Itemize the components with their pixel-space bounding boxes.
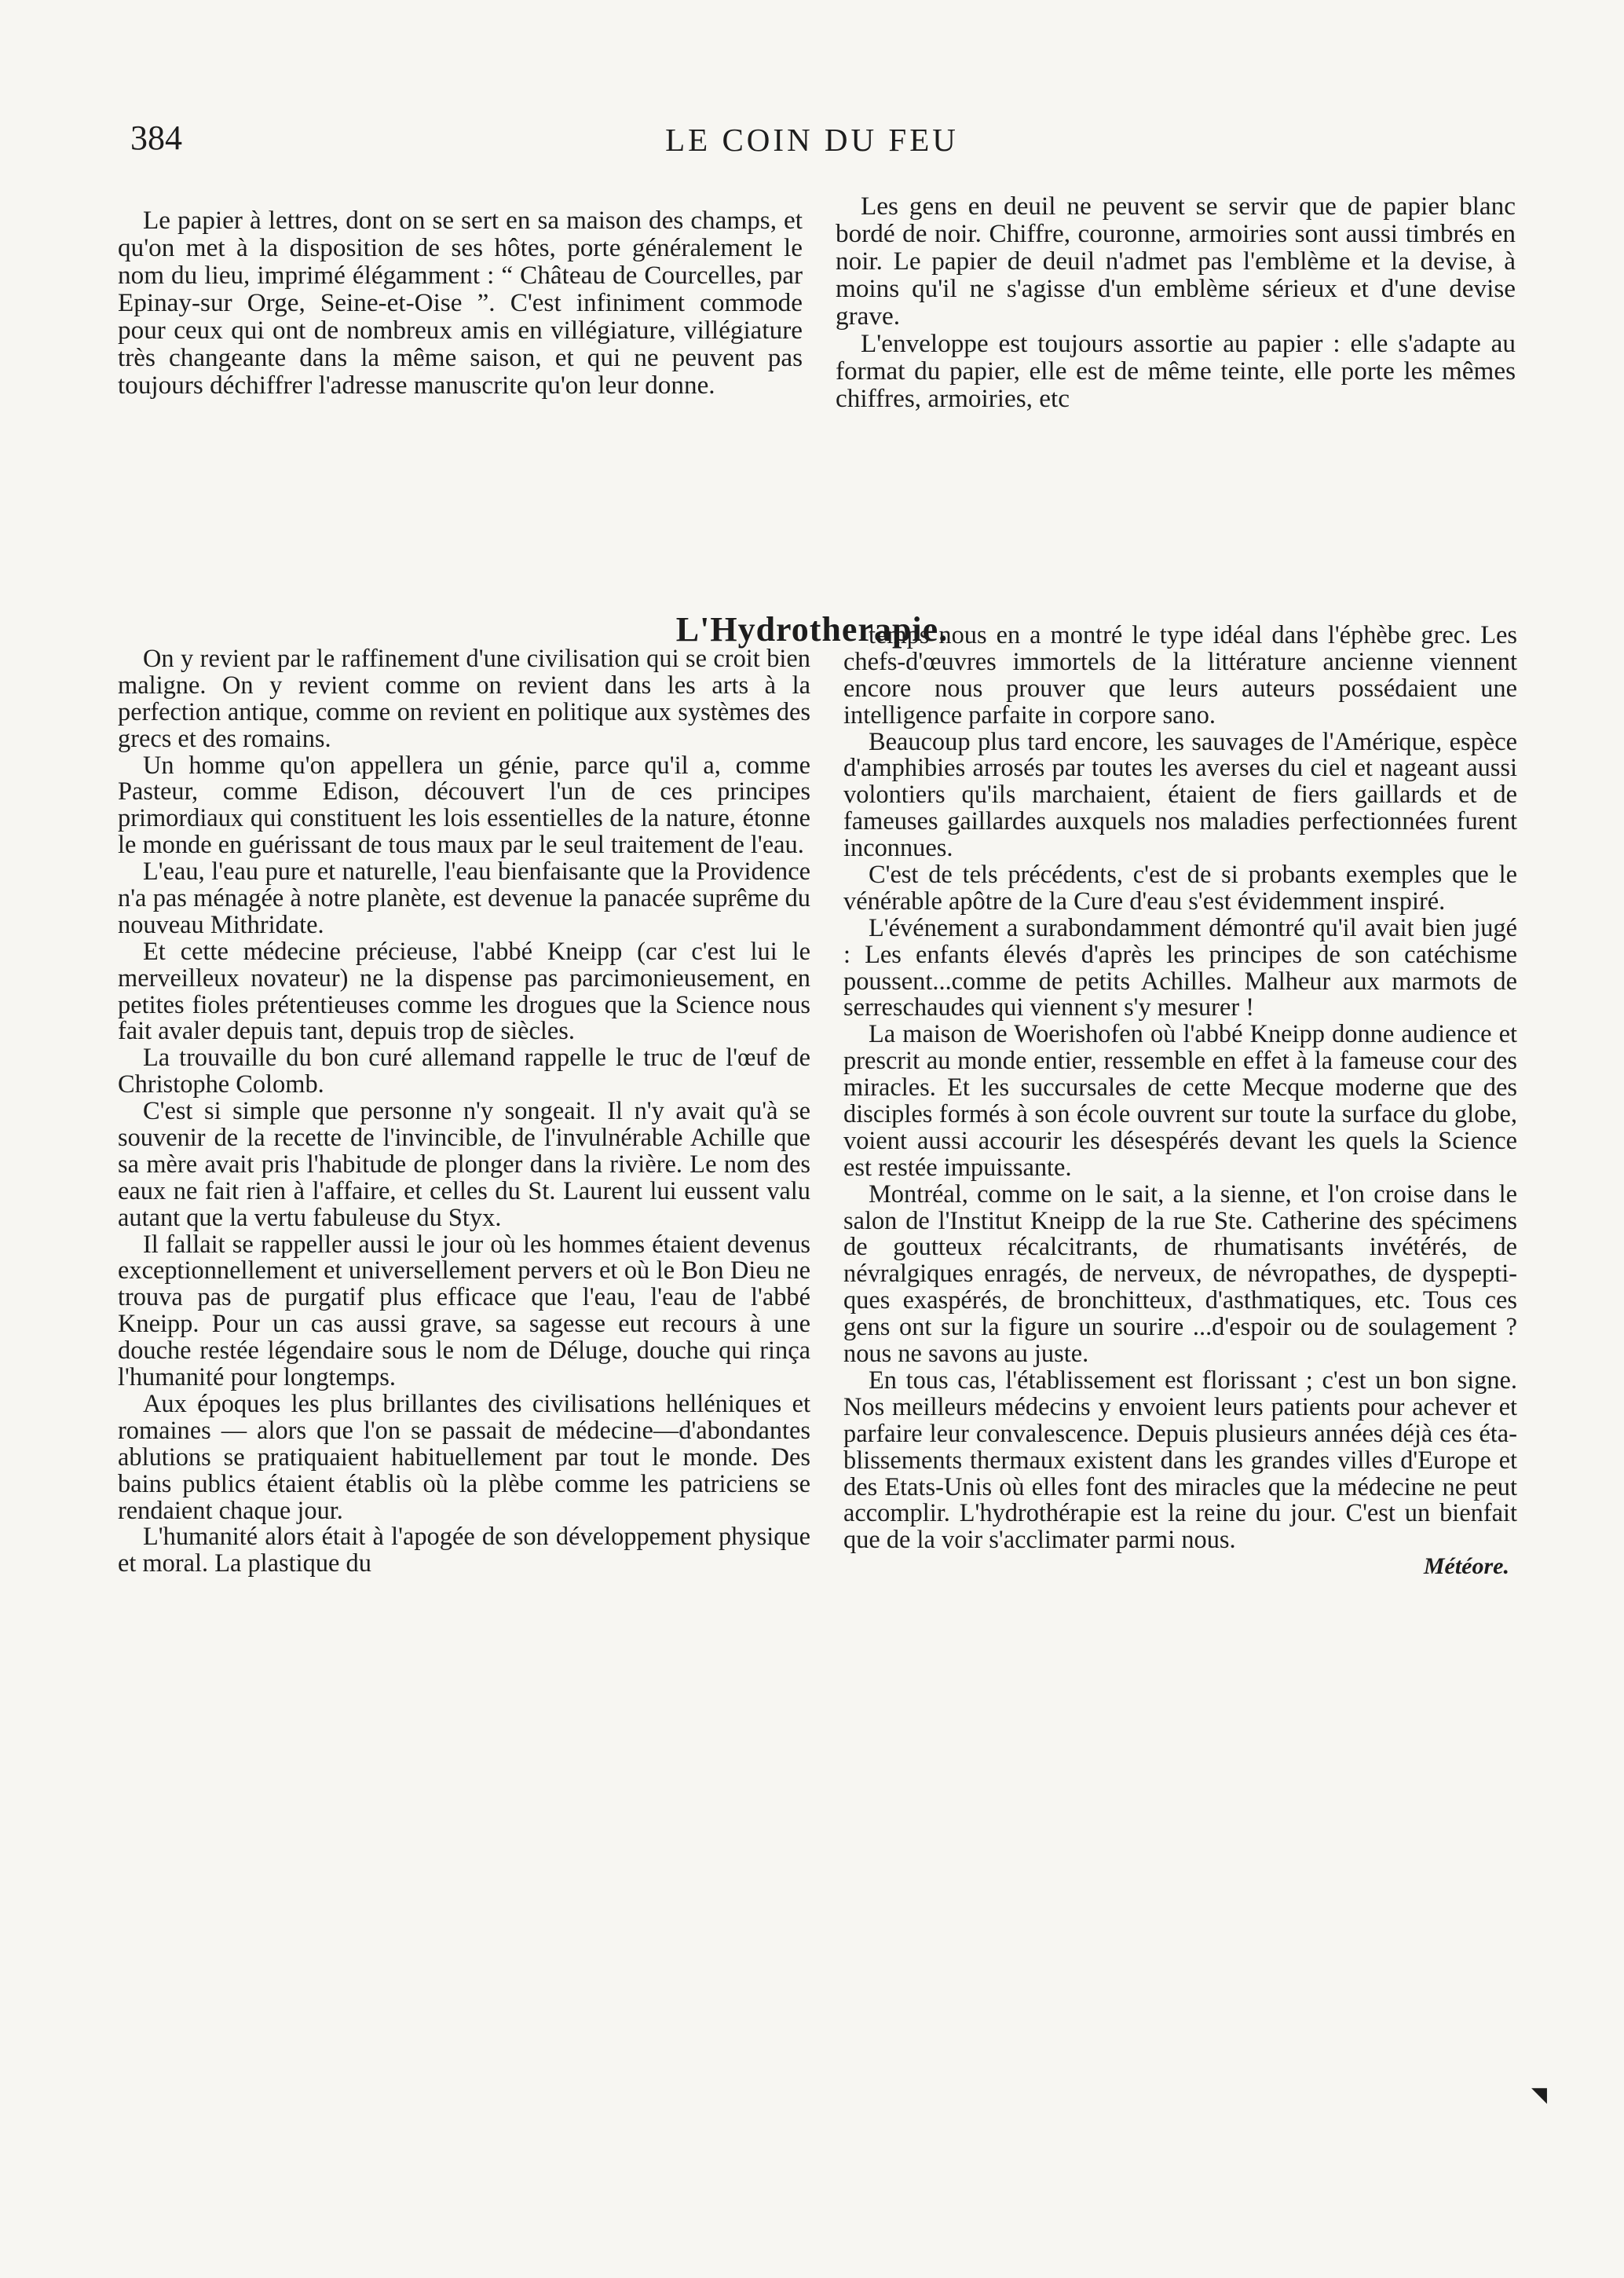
article-left-column bbox=[118, 646, 810, 1578]
paragraph: Et cette médecine précieuse, l'abbé Kneipp (car c'est lui le merveilleux novateur) ne la dispense pas parcimonieusement, en petites fioles prétentieuses comme les drogues que la Science nous fait avaler depuis tant, depuis trop de siècles. bbox=[118, 937, 810, 1046]
author-signature: Météore. bbox=[1423, 1553, 1509, 1580]
paragraph: L'eau, l'eau pure et naturelle, l'eau bienfaisante que la Providence n'a pas ménagée à notre planète, est devenue la panacée suprême du nouveau Mithridate. bbox=[118, 857, 810, 939]
paragraph: Beaucoup plus tard encore, les sauvages de l'Amérique, espèce d'amphibies arrosés par toutes les averses du ciel et nageant aussi volontiers qu'ils marchaient, étaient de fiers gaillards et de fameuses gaillardes auxquels nos maladies perfectionnées furent inconnues. bbox=[843, 727, 1517, 863]
paragraph: C'est de tels précédents, c'est de si probants exemples que le vénérable apôtre de la Cure d'eau s'est évidemment inspiré. bbox=[843, 861, 1517, 916]
paragraph: temps nous en a montré le type idéal dans l'éphèbe grec. Les chefs-d'œuvres immortels de la littérature ancienne viennent encore nous prouver que leurs auteurs possédaient une intelligence parfaite in corpore sano. bbox=[843, 621, 1517, 729]
paragraph: La trouvaille du bon curé allemand rappelle le truc de l'œuf de Christophe Colomb. bbox=[118, 1044, 810, 1099]
paragraph: Les gens en deuil ne peuvent se servir que de papier blanc bordé de noir. Chiffre, couronne, armoiries sont aussi timbrés en noir. Le papier de deuil n'admet pas l'emblème et la devise, à moins qu'il ne s'agisse d'un emblème sérieux et d'une devise grave. bbox=[836, 192, 1516, 331]
top-right-column bbox=[836, 192, 1516, 412]
paragraph: Montréal, comme on le sait, a la sienne, et l'on croise dans le salon de l'Institut Kneipp de la rue Ste. Catherine des spécimens de goutteux récalcitrants, de rhumatisants invétérés, de névralgiques enragés, de nerveux, de névropathes, de dyspeptiques exaspérés, de bronchitteux, d'asthmatiques, etc. Tous ces gens ont sur la figure un sourire ...d'espoir ou de soulagement ? nous ne savons au juste. bbox=[843, 1179, 1517, 1369]
paragraph: L'humanité alors était à l'apogée de son développement physique et moral. La plastique du bbox=[118, 1523, 810, 1578]
article-right-column bbox=[843, 623, 1517, 1579]
end-mark-icon: ◥ bbox=[1531, 2083, 1547, 2106]
paragraph: L'événement a surabondamment démontré qu'il avait bien jugé : Les enfants élevés d'après les principes de son catéchisme poussent...comme de petits Achilles. Malheur aux marmots de serreschaudes qui viennent s'y mesurer ! bbox=[843, 913, 1517, 1022]
paragraph: C'est si simple que personne n'y songeait. Il n'y avait qu'à se souvenir de la recette de l'invincible, de l'invulnérable Achille que sa mère avait pris l'habitude de plonger dans la rivière. Le nom des eaux ne fait rien à l'affaire, et celles du St. Laurent lui eussent valu autant que la vertu fabuleuse du Styx. bbox=[118, 1097, 810, 1232]
article-title: L'Hydrotherapie. bbox=[675, 610, 949, 649]
top-left-column bbox=[118, 207, 803, 399]
page-number: 384 bbox=[130, 119, 182, 157]
running-title: LE COIN DU FEU bbox=[665, 122, 959, 158]
paragraph: La maison de Woerishofen où l'abbé Kneipp donne audience et prescrit au monde entier, ressemble en effet à la fameuse cour des miracles. Et les succursales de cette Mecque moderne que des disciples formés à son école ouvrent sur toute la surface du globe, voient aussi accourir les désespérés devant les quels la Science est restée impuissante. bbox=[843, 1020, 1517, 1182]
paragraph: On y revient par le raffinement d'une civilisation qui se croit bien maligne. On y revient comme on revient dans les arts à la perfection antique, comme on revient en politique aux systèmes des grecs et des romains. bbox=[118, 645, 810, 753]
paragraph: Il fallait se rappeller aussi le jour où les hommes étaient devenus exceptionnellement et universellement pervers et où le Bon Dieu ne trouva pas de purgatif plus efficace que l'eau, l'eau de l'abbé Kneipp. Pour un cas aussi grave, sa sagesse eut recours à une douche restée légendaire sous le nom de Déluge, douche qui rinça l'humanité pour longtemps. bbox=[118, 1230, 810, 1392]
paragraph: Aux époques les plus brillantes des civilisations helléniques et romaines — alors que l'on se passait de médecine—d'abondantes ablutions se pratiquaient habituellement par tout le monde. Des bains publics étaient établis où la plèbe comme les patriciens se rendaient chaque jour. bbox=[118, 1389, 810, 1525]
paragraph: L'enveloppe est toujours assortie au papier : elle s'adapte au format du papier, elle est de même teinte, elle porte les mêmes chiffres, armoiries, etc bbox=[836, 329, 1516, 414]
paragraph: En tous cas, l'établissement est florissant ; c'est un bon signe. Nos meilleurs médecins y envoient leurs patients pour achever et parfaire leur convalescence. Depuis plusieurs années déjà ces établissements thermaux existent dans les grandes villes d'Europe et des Etats-Unis où elles font des miracles que la médecine ne peut accomplir. L'hydrothérapie est la reine du jour. C'est un bienfait que de la voir s'acclimater parmi nous. bbox=[843, 1366, 1517, 1555]
paragraph: Le papier à lettres, dont on se sert en sa maison des champs, et qu'on met à la disposition de ses hôtes, porte généralement le nom du lieu, imprimé élégamment : “ Château de Courcelles, par Epinay-sur Orge, Seine-et-Oise ”. C'est infiniment commode pour ceux qui ont de nombreux amis en villégiature, villégiature très changeante dans la même saison, et qui ne peuvent pas toujours déchiffrer l'adresse manuscrite qu'on leur donne. bbox=[118, 206, 803, 400]
paragraph: Un homme qu'on appellera un génie, parce qu'il a, comme Pasteur, comme Edison, découvert l'un de ces principes primordiaux qui constituent les lois essentielles de la nature, étonne le monde en guérissant de tous maux par le seul traitement de l'eau. bbox=[118, 751, 810, 860]
